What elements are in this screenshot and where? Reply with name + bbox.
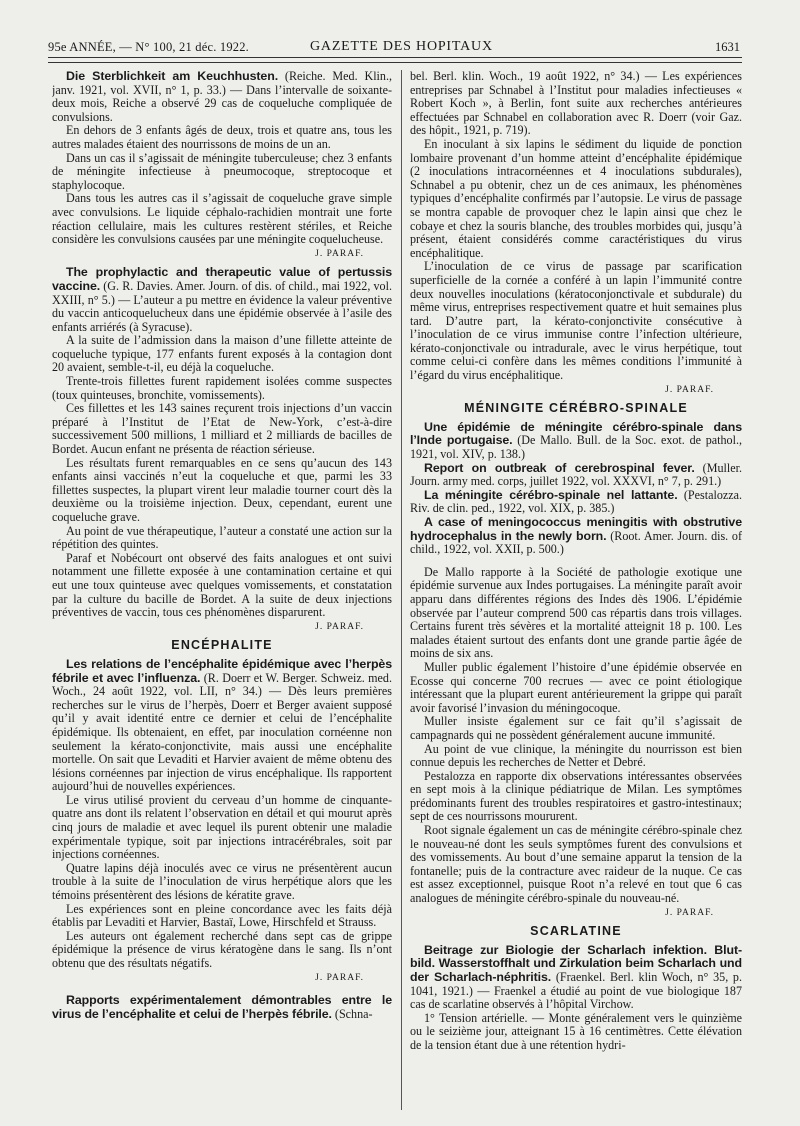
article-paragraph: Root signale également un cas de méningite cérébro-spinale chez le nouveau-né dont les seuls symptômes furent des convulsions et des vomissements. Au bout d’une semaine apparut la tension de la fontanelle; puis de la contracture avec raideur de la nuque. Ce cas est assez exceptionnel, puisque Root n’a relevé en tout que 6 cas analogues de méningite cérébro-spinale du nouveau-né. <box>410 823 742 906</box>
article-paragraph <box>52 70 392 124</box>
article-paragraph <box>410 516 742 557</box>
article-reference: (G. R. Davies. Amer. Journ. of dis. of child., mai 1922, vol. XXIII, n° 5.) — L’auteur a pu mettre en évidence la valeur préventive du vaccin anticoquelucheux dans une épidémie observée à l’asile des enfants arriérés (à Syracuse). <box>52 278 392 334</box>
article-paragraph: De Mallo rapporte à la Société de pathologie exotique une épidémie survenue aux Indes portugaises. La méningite paraît avoir apparu dans différentes régions des Indes dès 1906. L’épidémie observée par l’auteur comprend 500 cas répartis dans trois villages. Certains furent très sévères et la mortalité atteignit 18 p. 100. Les malades étaient surtout des enfants dont une grande partie âgée de moins de six ans. <box>410 564 742 661</box>
article-paragraph: Les résultats furent remarquables en ce sens qu’aucun des 143 enfants ainsi vaccinés n’eut la coqueluche et que, parmi les 33 fillettes suspectes, la plupart virent leur maladie tourner court dès la deuxième ou la troisième injection. Deux, cependant, eurent une coqueluche grave. <box>52 455 392 524</box>
article-reference: (R. Doerr et W. Berger. Schweiz. med. Woch., 24 août 1922, vol. LII, n° 34.) — Dès leurs premières recherches sur le virus de l’herpès, Doerr et Berger avaient supposé qu’il y avait identité entre ce dernier et celui de l’encéphalite épidémique. Ils obtenaient, en effet, par inoculation cornéenne non seulement la kérato-conjonctivite, mais aussi une encéphalite mortelle. On sait que Levaditi et Harvier avaient de même obtenu des lésions cornéennes par injection de virus encéphalique. Ils rapportent aujourd’hui de nouvelles expériences. <box>52 670 392 794</box>
page-number: 1631 <box>715 40 740 54</box>
article-paragraph: Muller insiste également sur ce fait qu’il s’agissait de campagnards qui ne possèdent généralement aucune immunité. <box>410 714 742 742</box>
author-signature: J. PARAF. <box>665 907 714 918</box>
article-paragraph: En inoculant à six lapins le sédiment du liquide de ponction lombaire provenant d’un homme atteint d’encéphalite épidémique (2 inoculations intracornéennes et 4 inoculations subdurales), Schnabel a pu obtenir, chez un de ces animaux, les phénomènes typiques d’encéphalite confirmés par l’autopsie. Le virus de passage se montra capable de provoquer chez le lapin ainsi que chez le cobaye et chez la souris blanche, des troubles morbides qui, jusqu’à présent, étaient considérés comme caractéristiques du virus encéphalitique. <box>410 136 742 260</box>
article-paragraph: Le virus utilisé provient du cerveau d’un homme de cinquante-quatre ans dont ils relatent l’observation en détail et qui mourut après cinq jours de maladie et avec lequel ils purent obtenir une maladie expérimentale typique, soit par injections intracérébrales, soit par injections cornéennes. <box>52 792 392 862</box>
article-paragraph: bel. Berl. klin. Woch., 19 août 1922, n° 34.) — Les expériences entreprises par Schnabel à l’Institut pour maladies infectieuses « Robert Koch », à Berlin, font suite aux recherches antérieures effectuées par Schnabel en collaboration avec R. Doerr (voir Gaz. des hôpit., 1921, p. 719). <box>410 70 742 138</box>
author-signature: J. PARAF. <box>665 384 714 395</box>
article-paragraph <box>52 658 392 794</box>
journal-title: GAZETTE DES HOPITAUX <box>310 39 493 54</box>
issue-line: 95e ANNÉE, — N° 100, 21 déc. 1922. <box>48 40 250 54</box>
article-paragraph: Dans un cas il s’agissait de méningite tuberculeuse; chez 3 enfants de méningite infectieuse à pneumocoque, streptocoque et staphylocoque. <box>52 150 392 192</box>
article-title: Report on outbreak of cerebrospinal fever. <box>424 460 695 475</box>
article-reference: (Muller. Journ. army med. corps, juillet 1922, vol. XXXVI, n° 7, p. 291.) <box>410 460 742 489</box>
article-reference: (De Mallo. Bull. de la Soc. exot. de pathol., 1921, vol. XIV, p. 138.) <box>410 433 742 462</box>
left-column <box>52 70 392 1120</box>
article-paragraph: A la suite de l’admission dans la maison d’une fillette atteinte de coqueluche typique, 177 enfants furent exposés à la contagion dont 20 avaient, semble-t-il, eu déjà la coqueluche. <box>52 333 392 375</box>
article-paragraph: Ces fillettes et les 143 saines reçurent trois injections d’un vaccin préparé à l’Institut de l’Etat de New-York, c’est-à-dire successivement 500 millions, 1 milliard et 2 milliards de bacilles de Bordet. Aucun enfant ne présenta de réaction sérieuse. <box>52 401 392 457</box>
article-paragraph <box>410 489 742 516</box>
article-reference: (Root. Amer. Journ. dis. of child., 1922, vol. XXII, p. 500.) <box>410 528 742 557</box>
article-title: La méningite cérébro-spinale nel lattante. <box>424 487 678 502</box>
author-signature: J. PARAF. <box>315 248 364 259</box>
article-reference: (Schna- <box>331 1006 373 1021</box>
article-paragraph: Pestalozza en rapporte dix observations intéressantes observées en sept mois à la clinique pédiatrique de Milan. Les symptômes prédominants furent des troubles respiratoires et gastro-intestinaux; sept de ces nourrissons moururent. <box>410 768 742 824</box>
section-heading-meningite: MÉNINGITE CÉRÉBRO-SPINALE <box>464 401 688 416</box>
article-paragraph: Au point de vue clinique, la méningite du nourrisson est bien connue depuis les recherches de Netter et Debré. <box>410 741 742 770</box>
section-heading-scarlatine: SCARLATINE <box>530 924 622 939</box>
article-reference: (Fraenkel. Berl. klin Woch, n° 35, p. 1041, 1921.) — Fraenkel a étudié au point de vue biologique 187 cas de scarlatine observés à l’hôpital Virchow. <box>410 970 742 1012</box>
article-paragraph <box>410 944 742 1012</box>
right-column <box>410 70 742 1120</box>
article-paragraph: Les expériences sont en pleine concordance avec les faits déjà établis par Levaditi et Harvier, Bastaï, Lowe, Hirschfeld et Strauss. <box>52 901 392 930</box>
article-paragraph: Au point de vue thérapeutique, l’auteur a constaté une action sur la répétition des quintes. <box>52 523 392 552</box>
article-paragraph: Paraf et Nobécourt ont observé des faits analogues et ont suivi notamment une fillette exposée à une contamination certaine et qui eut une toux quinteuse avec quelques vomissements, et constatation par la culture du bacille de Bordet. A la suite de deux injections préventives de vaccin, tous ces phénomènes disparurent. <box>52 550 392 620</box>
article-paragraph: L’inoculation de ce virus de passage par scarification superficielle de la cornée a conféré à un lapin l’immunité contre deux nouvelles inoculations (kératoconjonctivale et subdurale) du même virus, entreprises respectivement quatre et huit semaines plus tard. D’autre part, la kérato-conjonctivite consécutive à l’inoculation de ce virus immunise contre l’infection ultérieure, kérato-conjonctivale ou intradurale, avec le virus herpétique, tout comme celui-ci confère dans les mêmes conditions l’immunité à l’égard du virus encéphalitique. <box>410 259 742 383</box>
article-reference: (Pestalozza. Riv. de clin. ped., 1922, vol. XIX, p. 385.) <box>410 487 742 516</box>
article-paragraph: En dehors de 3 enfants âgés de deux, trois et quatre ans, tous les autres malades étaient des nourrissons de moins de un an. <box>52 123 392 151</box>
header-rule <box>48 57 742 58</box>
article-title: Une épidémie de méningite cérébro-spinale dans l’Inde portugaise. <box>410 419 742 448</box>
article-paragraph: Les auteurs ont également recherché dans sept cas de grippe épidémique la présence de virus kératogène dans le sang. Ils n’ont obtenu que des résultats négatifs. <box>52 928 392 970</box>
author-signature: J. PARAF. <box>315 972 364 983</box>
article-paragraph: Muller public également l’histoire d’une épidémie observée en Ecosse qui concerne 700 recrues — avec ce point étiologique intéressant que la plupart eurent antérieurement la grippe qui paraît avoir favorisé l’invasion du méningocoque. <box>410 659 742 715</box>
article-paragraph: 1° Tension artérielle. — Monte généralement vers le quinzième ou le seizième jour, atteignant 15 à 16 centimètres. Cette élévation de la tension étant due à une rétention hydri- <box>410 1010 742 1052</box>
article-title: Les relations de l’encéphalite épidémique avec l’herpès fébrile et avec l’influenza. <box>52 656 392 685</box>
article-paragraph <box>410 462 742 489</box>
article-reference: (Reiche. Med. Klin., janv. 1921, vol. XVII, n° 1, p. 33.) — Dans l’intervalle de soixante-deux mois, Reiche a observé 29 cas de coqueluche compliquée de convulsions. <box>52 70 392 124</box>
article-paragraph <box>52 266 392 334</box>
header-rule-second <box>48 62 742 63</box>
column-divider <box>401 70 402 1110</box>
article-paragraph <box>410 421 742 462</box>
article-paragraph: Dans tous les autres cas il s’agissait de coqueluche grave simple avec convulsions. Le liquide céphalo-rachidien montrait une forte réaction cellulaire, mais les cultures restèrent stériles, et Reiche considère les convulsions causées par une méningite coquelucheuse. <box>52 191 392 247</box>
article-title: Die Sterblichkeit am Keuchhusten. <box>66 70 279 83</box>
author-signature: J. PARAF. <box>315 621 364 632</box>
article-title: A case of meningococcus meningitis with obstrutive hydrocephalus in the newly born. <box>410 515 742 543</box>
article-paragraph: Quatre lapins déjà inoculés avec ce virus ne présentèrent aucun trouble à la suite de l’inoculation de virus herpétique alors que les témoins présentèrent des lésions de kératite grave. <box>52 860 392 903</box>
article-title: Rapports expérimentalement démontrables entre le virus de l’encéphalite et celui de l’herpès fébrile. <box>52 993 392 1021</box>
page-header <box>48 38 740 58</box>
article-paragraph <box>52 994 392 1021</box>
article-title: Beitrage zur Biologie der Scharlach infektion. Blut-bild. Wasserstoffhalt und Zirkulation beim Scharlach und der Scharlach-néphritis. <box>410 942 742 984</box>
section-heading-encephalite: ENCÉPHALITE <box>171 638 273 653</box>
article-title: The prophylactic and therapeutic value of pertussis vaccine. <box>52 265 392 293</box>
article-paragraph: Trente-trois fillettes furent rapidement isolées comme suspectes (toux quinteuses, bronchite, vomissements). <box>52 374 392 402</box>
